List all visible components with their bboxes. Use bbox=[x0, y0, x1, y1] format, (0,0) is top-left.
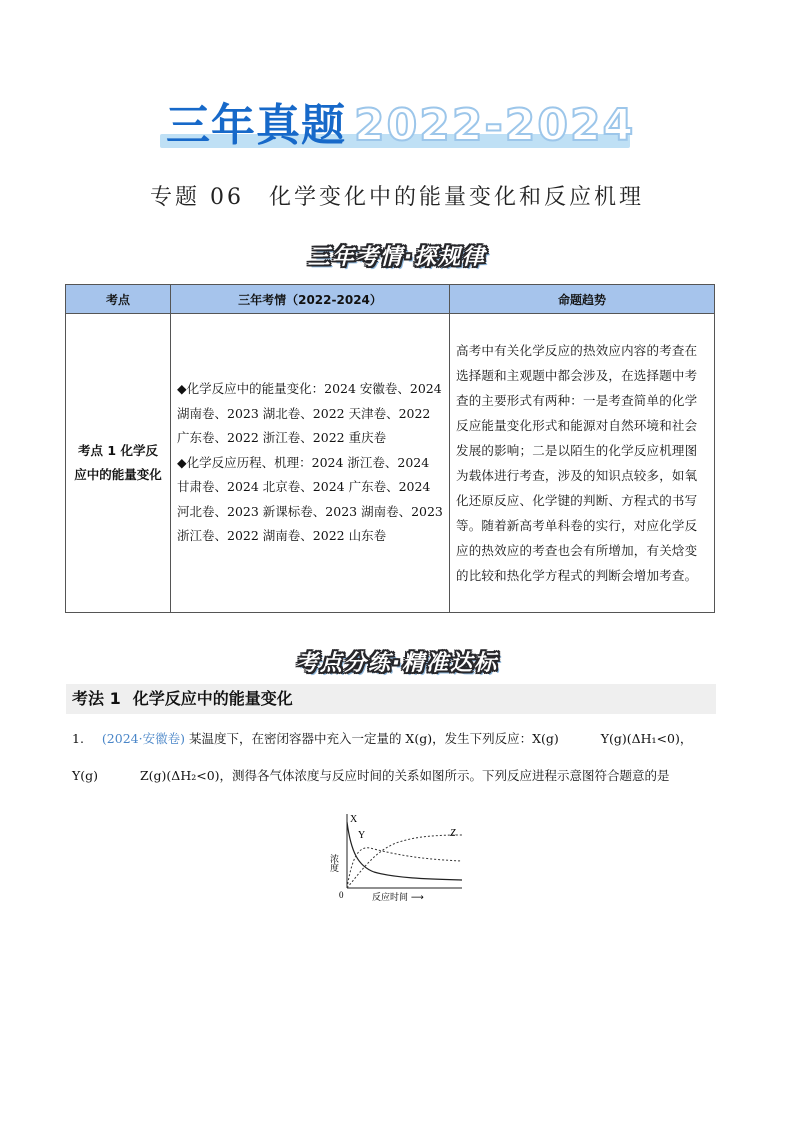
question-text: Z(g)(ΔH₂<0)，测得各气体浓度与反应时间的关系如图所示。下列反应进程示意图符合题意的是 bbox=[139, 768, 670, 783]
subject-title: 专题 06 化学变化中的能量变化和反应机理 bbox=[150, 185, 644, 210]
table-cell-exams bbox=[171, 314, 450, 613]
table-header-row bbox=[66, 285, 715, 314]
title-banner bbox=[156, 98, 636, 154]
exam-analysis-table bbox=[65, 284, 715, 613]
label-y: Y bbox=[358, 830, 366, 841]
label-z: Z bbox=[450, 828, 456, 839]
x-axis-label: 反应时间 ⟶ bbox=[372, 893, 424, 903]
method-label: 考法 1 bbox=[72, 689, 121, 708]
question-line-2 bbox=[72, 766, 670, 786]
y-axis-label: 浓度 bbox=[328, 854, 338, 872]
method-title: 化学反应中的能量变化 bbox=[132, 689, 293, 708]
table-header: 命题趋势 bbox=[450, 285, 715, 314]
origin-label: 0 bbox=[339, 890, 344, 900]
question-line-1 bbox=[72, 729, 692, 749]
section-heading-practice: 考点分练·精准达标 bbox=[295, 651, 499, 676]
table-cell-trend: 高考中有关化学反应的热效应内容的考查在选择题和主观题中都会涉及，在选择题中考查的主要形式有两种：一是考查简单的化学反应能量变化形式和能源对自然环境和社会发展的影响；二是以陌生的化学反应机理图为载体进行考查，涉及的知识点较多，如氧化还原反应、化学键的判断、方程式的书写等。随着新高考单科卷的实行，对应化学反应的热效应的考查也会有所增加，有关焓变的比较和热化学方程式的判断会增加考查。 bbox=[450, 314, 715, 613]
question-text: Y(g)(ΔH₁<0)， bbox=[600, 731, 693, 746]
question-number: 1. bbox=[72, 731, 84, 746]
table-header: 考点 bbox=[66, 285, 171, 314]
section-heading-trends: 三年考情·探规律 bbox=[307, 245, 487, 270]
label-x: X bbox=[350, 814, 358, 825]
question-text: Y(g) bbox=[72, 768, 99, 783]
banner-text-main: 三年真题 bbox=[166, 100, 346, 151]
method-heading bbox=[66, 684, 716, 714]
table-cell-topic: 考点 1 化学反应中的能量变化 bbox=[66, 314, 171, 613]
curve-y bbox=[347, 848, 462, 888]
banner-text-years: 2022-2024 bbox=[354, 100, 636, 151]
concentration-time-graph bbox=[330, 808, 470, 902]
table-row bbox=[66, 314, 715, 613]
question-text: 某温度下，在密闭容器中充入一定量的 X(g)，发生下列反应：X(g) bbox=[188, 731, 559, 746]
exam-list-mechanism: ◆化学反应历程、机理：2024 浙江卷、2024 甘肃卷、2024 北京卷、2024 广东卷、2024 河北卷、2023 新课标卷、2023 湖南卷、2023 浙江卷、2022 湖南卷、2022 山东卷 bbox=[177, 454, 443, 544]
question-source: (2024·安徽卷) bbox=[101, 731, 185, 746]
table-header: 三年考情（2022-2024） bbox=[171, 285, 450, 314]
exam-list-energy: ◆化学反应中的能量变化：2024 安徽卷、2024 湖南卷、2023 湖北卷、2022 天津卷、2022 广东卷、2022 浙江卷、2022 重庆卷 bbox=[177, 381, 442, 446]
